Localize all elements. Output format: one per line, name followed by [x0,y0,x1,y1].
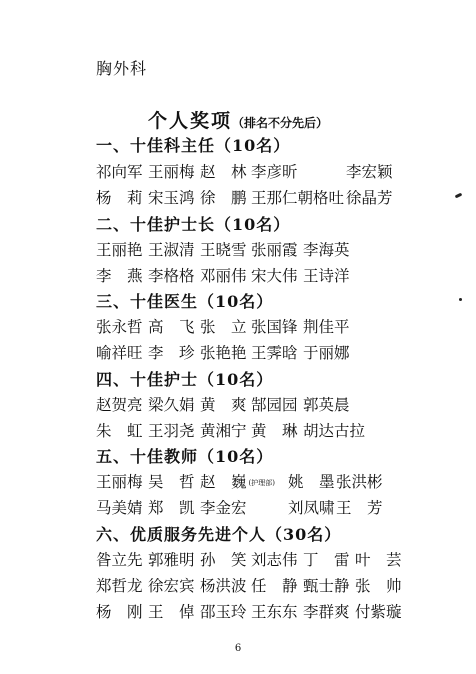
person-name: 叶 芸 [355,551,402,569]
scan-speck [459,298,462,301]
person-name: 荆佳平 [303,318,350,336]
person-name: 王 倬 [148,603,195,621]
person-name: 邓丽伟 [200,267,247,285]
person-name: 李金宏 [200,499,247,517]
person-name: 张永哲 [96,318,143,336]
name-row [0,264,476,286]
person-name: 郜园园 [251,396,298,414]
name-row [0,315,476,337]
section-heading: 一、十佳科主任（10名） [96,136,291,155]
name-row [0,341,476,363]
person-name: 王霁晗 [251,344,298,362]
person-name: 丁 雷 [303,551,350,569]
section-heading: 六、优质服务先进个人（30名） [96,525,342,544]
person-name: 赵贺亮 [96,396,143,414]
person-name-with-tag [200,470,275,492]
person-name: 黄 爽 [200,396,247,414]
person-name: 付紫璇 [355,603,402,621]
name-row [0,160,476,182]
person-name: 李格格 [148,267,195,285]
person-name: 徐宏宾 [148,577,195,595]
title-note: （排名不分先后） [232,116,329,130]
person-name: 王丽艳 [96,241,143,259]
name-row [0,548,476,570]
name-row [0,393,476,415]
person-name: 郑哲龙 [96,577,143,595]
person-name: 李群爽 [303,603,350,621]
person-name: 王丽梅 [96,473,143,491]
section-heading: 三、十佳医生（10名） [96,292,274,311]
name-tag: (护理部) [248,479,275,487]
person-name: 于丽娜 [303,344,350,362]
name-row [0,496,476,518]
person-name: 马美婧 [96,499,143,517]
person-name: 任 静 [251,577,298,595]
name-row [0,574,476,596]
person-name: 徐晶芳 [346,189,393,207]
person-name: 王淑清 [148,241,195,259]
person-name: 张 立 [200,318,247,336]
person-name: 张艳艳 [200,344,247,362]
person-name: 杨 刚 [96,603,143,621]
name-row [0,238,476,260]
person-name: 吴 哲 [148,473,195,491]
person-name: 赵 林 [200,163,247,181]
person-name: 杨洪波 [200,577,247,595]
person-name: 王丽梅 [148,163,195,181]
person-name: 郭英晨 [303,396,350,414]
page-title [0,106,476,133]
person-name: 孙 笑 [200,551,247,569]
person-name: 郭雅明 [148,551,195,569]
person-name: 赵 巍 [200,473,247,491]
person-name: 黄 琳 [251,422,298,440]
section-heading: 四、十佳护士（10名） [96,370,274,389]
person-name: 高 飞 [148,318,195,336]
person-name: 朱 虹 [96,422,143,440]
person-name: 郑 凯 [148,499,195,517]
person-name: 黄湘宁 [200,422,247,440]
person-name: 王那仁朝格吐 [251,189,345,207]
person-name: 宋大伟 [251,267,298,285]
person-name: 王晓雪 [200,241,247,259]
name-row [0,600,476,622]
person-name: 甄士静 [303,577,350,595]
person-name: 姚 墨 [288,473,335,491]
person-name: 李 燕 [96,267,143,285]
person-name: 宋玉鸿 [148,189,195,207]
person-name: 张 帅 [355,577,402,595]
name-row [0,470,476,492]
person-name: 李海英 [303,241,350,259]
person-name: 喻祥旺 [96,344,143,362]
person-name: 胡达古拉 [303,422,366,440]
person-name: 王诗洋 [303,267,350,285]
section-heading: 二、十佳护士长（10名） [96,215,291,234]
person-name: 祁向军 [96,163,143,181]
section-heading: 五、十佳教师（10名） [96,447,274,466]
person-name: 李 珍 [148,344,195,362]
person-name: 昝立先 [96,551,143,569]
person-name: 刘志伟 [251,551,298,569]
person-name: 徐 鹏 [200,189,247,207]
page-number: 6 [234,643,242,654]
person-name: 张国锋 [251,318,298,336]
person-name: 王 芳 [336,499,383,517]
person-name: 张丽霞 [251,241,298,259]
name-row [0,186,476,208]
department-name: 胸外科 [96,59,148,78]
person-name: 李宏颖 [346,163,393,181]
name-row [0,419,476,441]
title-main: 个人奖项 [147,110,232,132]
person-name: 王东东 [251,603,298,621]
person-name: 杨 莉 [96,189,143,207]
person-name: 李彦昕 [251,163,298,181]
person-name: 邵玉玲 [200,603,247,621]
person-name: 王羽尧 [148,422,195,440]
person-name: 刘凤啸 [288,499,335,517]
person-name: 张洪彬 [336,473,383,491]
person-name: 梁久娟 [148,396,195,414]
